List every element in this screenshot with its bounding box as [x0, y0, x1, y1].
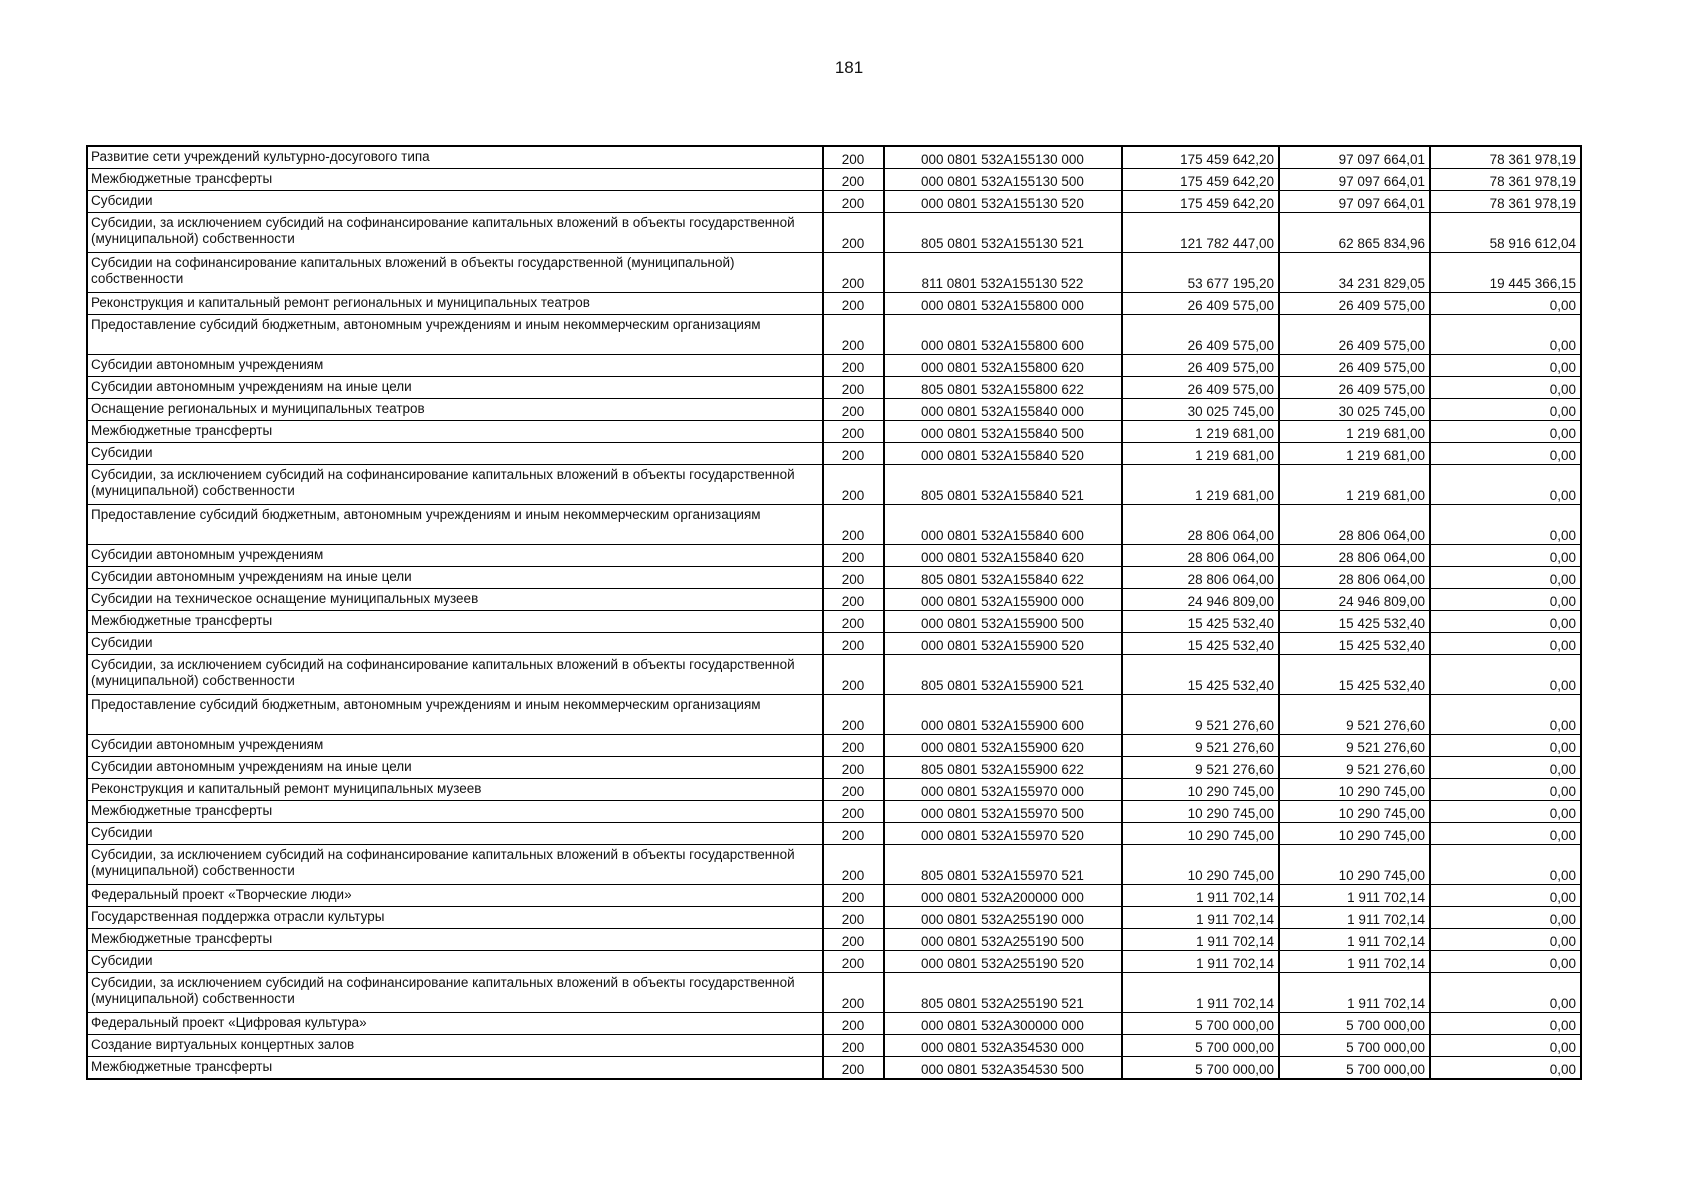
cell-approved: 15 425 532,40 [1122, 655, 1279, 695]
cell-name: Субсидии на техническое оснащение муниципальных музеев [87, 589, 823, 611]
cell-line-code: 200 [823, 589, 884, 611]
cell-executed: 34 231 829,05 [1279, 253, 1430, 293]
cell-remaining: 0,00 [1430, 655, 1581, 695]
cell-approved: 53 677 195,20 [1122, 253, 1279, 293]
cell-name: Субсидии, за исключением субсидий на софинансирование капитальных вложений в объекты государственной (муниципальной) собственности [87, 213, 823, 253]
cell-executed: 9 521 276,60 [1279, 735, 1430, 757]
cell-remaining: 78 361 978,19 [1430, 146, 1581, 169]
cell-line-code: 200 [823, 1013, 884, 1035]
table-row [87, 213, 1581, 253]
cell-line-code: 200 [823, 545, 884, 567]
cell-executed: 1 911 702,14 [1279, 951, 1430, 973]
cell-executed: 1 911 702,14 [1279, 885, 1430, 907]
cell-name: Реконструкция и капитальный ремонт муниципальных музеев [87, 779, 823, 801]
cell-line-code: 200 [823, 146, 884, 169]
cell-name: Субсидии, за исключением субсидий на софинансирование капитальных вложений в объекты государственной (муниципальной) собственности [87, 973, 823, 1013]
cell-budget-code: 000 0801 532A155800 000 [884, 293, 1122, 315]
cell-executed: 28 806 064,00 [1279, 545, 1430, 567]
cell-line-code: 200 [823, 213, 884, 253]
cell-budget-code: 000 0801 532A255190 000 [884, 907, 1122, 929]
table-row [87, 779, 1581, 801]
cell-budget-code: 000 0801 532A354530 000 [884, 1035, 1122, 1057]
cell-remaining: 0,00 [1430, 695, 1581, 735]
table-row [87, 191, 1581, 213]
cell-approved: 9 521 276,60 [1122, 757, 1279, 779]
table-row [87, 443, 1581, 465]
table-row [87, 633, 1581, 655]
cell-approved: 1 219 681,00 [1122, 443, 1279, 465]
cell-budget-code: 805 0801 532A155970 521 [884, 845, 1122, 885]
cell-budget-code: 000 0801 532A255190 520 [884, 951, 1122, 973]
cell-budget-code: 805 0801 532A155840 622 [884, 567, 1122, 589]
cell-line-code: 200 [823, 929, 884, 951]
budget-table-body [87, 146, 1581, 1079]
table-row [87, 801, 1581, 823]
cell-remaining: 0,00 [1430, 355, 1581, 377]
cell-approved: 15 425 532,40 [1122, 611, 1279, 633]
cell-approved: 26 409 575,00 [1122, 355, 1279, 377]
cell-approved: 1 911 702,14 [1122, 973, 1279, 1013]
table-row [87, 315, 1581, 355]
cell-approved: 1 911 702,14 [1122, 907, 1279, 929]
cell-line-code: 200 [823, 757, 884, 779]
cell-executed: 97 097 664,01 [1279, 146, 1430, 169]
cell-approved: 1 911 702,14 [1122, 929, 1279, 951]
cell-budget-code: 000 0801 532A155970 000 [884, 779, 1122, 801]
cell-remaining: 0,00 [1430, 735, 1581, 757]
cell-line-code: 200 [823, 505, 884, 545]
cell-remaining: 0,00 [1430, 1013, 1581, 1035]
cell-line-code: 200 [823, 567, 884, 589]
cell-remaining: 19 445 366,15 [1430, 253, 1581, 293]
cell-name: Субсидии [87, 191, 823, 213]
cell-executed: 5 700 000,00 [1279, 1013, 1430, 1035]
cell-remaining: 58 916 612,04 [1430, 213, 1581, 253]
table-row [87, 907, 1581, 929]
cell-executed: 97 097 664,01 [1279, 169, 1430, 191]
cell-line-code: 200 [823, 421, 884, 443]
cell-budget-code: 805 0801 532A155800 622 [884, 377, 1122, 399]
cell-budget-code: 805 0801 532A255190 521 [884, 973, 1122, 1013]
cell-approved: 9 521 276,60 [1122, 695, 1279, 735]
table-row [87, 589, 1581, 611]
cell-budget-code: 000 0801 532A155900 500 [884, 611, 1122, 633]
cell-remaining: 0,00 [1430, 421, 1581, 443]
cell-executed: 9 521 276,60 [1279, 695, 1430, 735]
cell-executed: 15 425 532,40 [1279, 633, 1430, 655]
cell-executed: 1 219 681,00 [1279, 421, 1430, 443]
cell-budget-code: 000 0801 532A155840 520 [884, 443, 1122, 465]
cell-line-code: 200 [823, 695, 884, 735]
cell-remaining: 0,00 [1430, 545, 1581, 567]
cell-line-code: 200 [823, 293, 884, 315]
table-row [87, 253, 1581, 293]
cell-line-code: 200 [823, 801, 884, 823]
cell-remaining: 0,00 [1430, 801, 1581, 823]
cell-remaining: 0,00 [1430, 973, 1581, 1013]
table-row [87, 355, 1581, 377]
table-row [87, 567, 1581, 589]
cell-remaining: 0,00 [1430, 611, 1581, 633]
cell-line-code: 200 [823, 779, 884, 801]
table-row [87, 951, 1581, 973]
table-row [87, 757, 1581, 779]
cell-line-code: 200 [823, 1035, 884, 1057]
cell-name: Субсидии автономным учреждениям на иные цели [87, 567, 823, 589]
table-row [87, 1057, 1581, 1080]
cell-remaining: 0,00 [1430, 315, 1581, 355]
cell-executed: 1 219 681,00 [1279, 465, 1430, 505]
cell-approved: 28 806 064,00 [1122, 505, 1279, 545]
cell-executed: 30 025 745,00 [1279, 399, 1430, 421]
cell-executed: 10 290 745,00 [1279, 845, 1430, 885]
cell-line-code: 200 [823, 169, 884, 191]
cell-approved: 5 700 000,00 [1122, 1057, 1279, 1080]
cell-remaining: 0,00 [1430, 757, 1581, 779]
cell-remaining: 0,00 [1430, 465, 1581, 505]
table-row [87, 169, 1581, 191]
table-row [87, 823, 1581, 845]
table-row [87, 1013, 1581, 1035]
cell-name: Предоставление субсидий бюджетным, автономным учреждениям и иным некоммерческим организациям [87, 695, 823, 735]
cell-executed: 10 290 745,00 [1279, 801, 1430, 823]
cell-remaining: 0,00 [1430, 633, 1581, 655]
cell-line-code: 200 [823, 633, 884, 655]
cell-line-code: 200 [823, 465, 884, 505]
cell-budget-code: 000 0801 532A155900 520 [884, 633, 1122, 655]
cell-executed: 26 409 575,00 [1279, 355, 1430, 377]
cell-remaining: 0,00 [1430, 951, 1581, 973]
cell-budget-code: 000 0801 532A300000 000 [884, 1013, 1122, 1035]
cell-name: Субсидии, за исключением субсидий на софинансирование капитальных вложений в объекты государственной (муниципальной) собственности [87, 655, 823, 695]
cell-budget-code: 000 0801 532A155900 600 [884, 695, 1122, 735]
cell-approved: 26 409 575,00 [1122, 315, 1279, 355]
cell-budget-code: 000 0801 532A155130 500 [884, 169, 1122, 191]
cell-executed: 26 409 575,00 [1279, 377, 1430, 399]
table-row [87, 377, 1581, 399]
cell-line-code: 200 [823, 315, 884, 355]
cell-name: Предоставление субсидий бюджетным, автономным учреждениям и иным некоммерческим организациям [87, 505, 823, 545]
cell-approved: 1 219 681,00 [1122, 421, 1279, 443]
cell-approved: 28 806 064,00 [1122, 545, 1279, 567]
cell-executed: 5 700 000,00 [1279, 1035, 1430, 1057]
cell-remaining: 0,00 [1430, 845, 1581, 885]
cell-approved: 26 409 575,00 [1122, 293, 1279, 315]
cell-name: Субсидии на софинансирование капитальных вложений в объекты государственной (муниципальной) собственности [87, 253, 823, 293]
cell-name: Субсидии автономным учреждениям на иные цели [87, 757, 823, 779]
cell-executed: 5 700 000,00 [1279, 1057, 1430, 1080]
table-row [87, 293, 1581, 315]
cell-line-code: 200 [823, 951, 884, 973]
table-row [87, 1035, 1581, 1057]
cell-line-code: 200 [823, 655, 884, 695]
cell-budget-code: 805 0801 532A155130 521 [884, 213, 1122, 253]
cell-line-code: 200 [823, 845, 884, 885]
cell-name: Государственная поддержка отрасли культуры [87, 907, 823, 929]
cell-executed: 9 521 276,60 [1279, 757, 1430, 779]
table-row [87, 465, 1581, 505]
cell-budget-code: 811 0801 532A155130 522 [884, 253, 1122, 293]
cell-name: Субсидии [87, 951, 823, 973]
cell-name: Межбюджетные трансферты [87, 1057, 823, 1080]
cell-executed: 26 409 575,00 [1279, 315, 1430, 355]
cell-approved: 15 425 532,40 [1122, 633, 1279, 655]
table-row [87, 421, 1581, 443]
cell-name: Межбюджетные трансферты [87, 611, 823, 633]
cell-approved: 10 290 745,00 [1122, 845, 1279, 885]
table-row [87, 545, 1581, 567]
cell-approved: 175 459 642,20 [1122, 191, 1279, 213]
cell-line-code: 200 [823, 253, 884, 293]
cell-approved: 9 521 276,60 [1122, 735, 1279, 757]
cell-approved: 1 911 702,14 [1122, 885, 1279, 907]
cell-remaining: 78 361 978,19 [1430, 191, 1581, 213]
cell-approved: 5 700 000,00 [1122, 1035, 1279, 1057]
cell-executed: 28 806 064,00 [1279, 567, 1430, 589]
cell-remaining: 0,00 [1430, 885, 1581, 907]
cell-remaining: 0,00 [1430, 779, 1581, 801]
cell-budget-code: 000 0801 532A155800 600 [884, 315, 1122, 355]
table-row [87, 611, 1581, 633]
cell-executed: 28 806 064,00 [1279, 505, 1430, 545]
cell-line-code: 200 [823, 443, 884, 465]
cell-approved: 24 946 809,00 [1122, 589, 1279, 611]
cell-approved: 30 025 745,00 [1122, 399, 1279, 421]
cell-budget-code: 000 0801 532A200000 000 [884, 885, 1122, 907]
table-row [87, 735, 1581, 757]
cell-approved: 10 290 745,00 [1122, 779, 1279, 801]
cell-name: Развитие сети учреждений культурно-досугового типа [87, 146, 823, 169]
cell-name: Субсидии автономным учреждениям [87, 545, 823, 567]
cell-name: Субсидии автономным учреждениям [87, 355, 823, 377]
cell-budget-code: 000 0801 532A155900 000 [884, 589, 1122, 611]
cell-budget-code: 000 0801 532A155800 620 [884, 355, 1122, 377]
cell-remaining: 0,00 [1430, 1035, 1581, 1057]
cell-name: Субсидии автономным учреждениям [87, 735, 823, 757]
cell-name: Создание виртуальных концертных залов [87, 1035, 823, 1057]
cell-executed: 15 425 532,40 [1279, 611, 1430, 633]
cell-budget-code: 000 0801 532A255190 500 [884, 929, 1122, 951]
cell-approved: 28 806 064,00 [1122, 567, 1279, 589]
budget-table [86, 145, 1582, 1080]
cell-budget-code: 000 0801 532A155840 000 [884, 399, 1122, 421]
cell-line-code: 200 [823, 399, 884, 421]
table-row [87, 845, 1581, 885]
cell-executed: 26 409 575,00 [1279, 293, 1430, 315]
cell-budget-code: 000 0801 532A155970 520 [884, 823, 1122, 845]
table-row [87, 399, 1581, 421]
cell-executed: 97 097 664,01 [1279, 191, 1430, 213]
cell-line-code: 200 [823, 355, 884, 377]
cell-remaining: 0,00 [1430, 589, 1581, 611]
cell-name: Федеральный проект «Цифровая культура» [87, 1013, 823, 1035]
cell-approved: 26 409 575,00 [1122, 377, 1279, 399]
cell-budget-code: 805 0801 532A155900 622 [884, 757, 1122, 779]
cell-line-code: 200 [823, 735, 884, 757]
table-row [87, 655, 1581, 695]
cell-approved: 10 290 745,00 [1122, 801, 1279, 823]
cell-budget-code: 805 0801 532A155900 521 [884, 655, 1122, 695]
cell-line-code: 200 [823, 377, 884, 399]
cell-line-code: 200 [823, 885, 884, 907]
cell-approved: 1 219 681,00 [1122, 465, 1279, 505]
table-row [87, 929, 1581, 951]
cell-budget-code: 000 0801 532A155130 520 [884, 191, 1122, 213]
cell-name: Предоставление субсидий бюджетным, автономным учреждениям и иным некоммерческим организациям [87, 315, 823, 355]
cell-name: Межбюджетные трансферты [87, 169, 823, 191]
cell-name: Субсидии [87, 443, 823, 465]
cell-approved: 1 911 702,14 [1122, 951, 1279, 973]
cell-budget-code: 000 0801 532A155840 500 [884, 421, 1122, 443]
table-row [87, 146, 1581, 169]
cell-budget-code: 000 0801 532A155840 600 [884, 505, 1122, 545]
cell-executed: 10 290 745,00 [1279, 779, 1430, 801]
cell-remaining: 0,00 [1430, 399, 1581, 421]
table-row [87, 695, 1581, 735]
cell-remaining: 0,00 [1430, 505, 1581, 545]
cell-budget-code: 000 0801 532A155840 620 [884, 545, 1122, 567]
cell-executed: 24 946 809,00 [1279, 589, 1430, 611]
cell-name: Реконструкция и капитальный ремонт региональных и муниципальных театров [87, 293, 823, 315]
table-row [87, 973, 1581, 1013]
cell-budget-code: 000 0801 532A155130 000 [884, 146, 1122, 169]
cell-name: Межбюджетные трансферты [87, 929, 823, 951]
cell-line-code: 200 [823, 907, 884, 929]
cell-line-code: 200 [823, 1057, 884, 1080]
cell-approved: 175 459 642,20 [1122, 169, 1279, 191]
cell-name: Оснащение региональных и муниципальных театров [87, 399, 823, 421]
cell-budget-code: 000 0801 532A155970 500 [884, 801, 1122, 823]
cell-approved: 121 782 447,00 [1122, 213, 1279, 253]
cell-budget-code: 000 0801 532A155900 620 [884, 735, 1122, 757]
cell-remaining: 78 361 978,19 [1430, 169, 1581, 191]
cell-name: Субсидии, за исключением субсидий на софинансирование капитальных вложений в объекты государственной (муниципальной) собственности [87, 845, 823, 885]
cell-budget-code: 805 0801 532A155840 521 [884, 465, 1122, 505]
cell-name: Межбюджетные трансферты [87, 421, 823, 443]
cell-remaining: 0,00 [1430, 443, 1581, 465]
cell-executed: 1 219 681,00 [1279, 443, 1430, 465]
cell-approved: 175 459 642,20 [1122, 146, 1279, 169]
cell-remaining: 0,00 [1430, 567, 1581, 589]
cell-line-code: 200 [823, 191, 884, 213]
cell-remaining: 0,00 [1430, 1057, 1581, 1080]
cell-executed: 15 425 532,40 [1279, 655, 1430, 695]
cell-executed: 1 911 702,14 [1279, 907, 1430, 929]
cell-name: Субсидии, за исключением субсидий на софинансирование капитальных вложений в объекты государственной (муниципальной) собственности [87, 465, 823, 505]
cell-remaining: 0,00 [1430, 907, 1581, 929]
cell-approved: 5 700 000,00 [1122, 1013, 1279, 1035]
cell-executed: 1 911 702,14 [1279, 929, 1430, 951]
table-row [87, 885, 1581, 907]
cell-name: Федеральный проект «Творческие люди» [87, 885, 823, 907]
cell-executed: 1 911 702,14 [1279, 973, 1430, 1013]
cell-line-code: 200 [823, 611, 884, 633]
cell-name: Субсидии [87, 633, 823, 655]
cell-name: Субсидии автономным учреждениям на иные цели [87, 377, 823, 399]
cell-budget-code: 000 0801 532A354530 500 [884, 1057, 1122, 1080]
cell-executed: 62 865 834,96 [1279, 213, 1430, 253]
cell-executed: 10 290 745,00 [1279, 823, 1430, 845]
cell-remaining: 0,00 [1430, 377, 1581, 399]
cell-remaining: 0,00 [1430, 293, 1581, 315]
cell-approved: 10 290 745,00 [1122, 823, 1279, 845]
cell-name: Межбюджетные трансферты [87, 801, 823, 823]
table-row [87, 505, 1581, 545]
cell-remaining: 0,00 [1430, 823, 1581, 845]
cell-remaining: 0,00 [1430, 929, 1581, 951]
page-number: 181 [834, 58, 864, 77]
cell-line-code: 200 [823, 973, 884, 1013]
cell-name: Субсидии [87, 823, 823, 845]
cell-line-code: 200 [823, 823, 884, 845]
